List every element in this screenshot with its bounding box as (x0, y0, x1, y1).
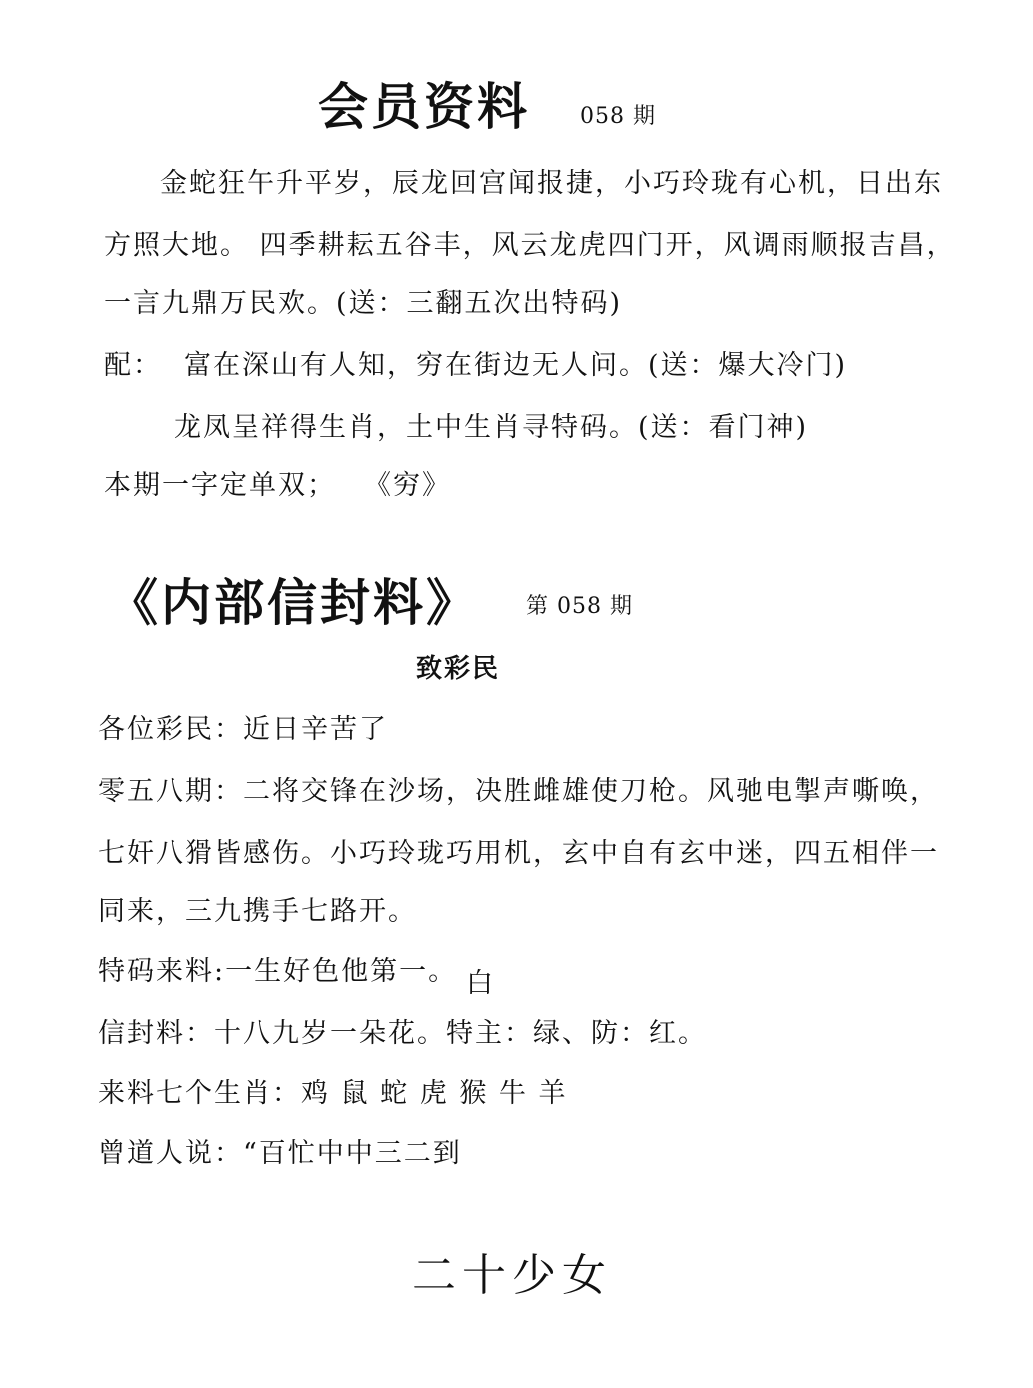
envelope-greeting: 各位彩民：近日辛苦了 (98, 714, 388, 745)
member-issue: 058 期 (580, 104, 656, 129)
envelope-issue: 第 058 期 (526, 594, 633, 619)
tema-extra: 白 (466, 968, 495, 999)
pair-label: 配： (104, 350, 162, 381)
envelope-poem-line-2: 七奸八猾皆感伤。小巧玲珑巧用机，玄中自有玄中迷，四五相伴一 (98, 838, 939, 869)
pair-line-2: 龙凤呈祥得生肖，土中生肖寻特码。(送：看门神) (174, 412, 809, 443)
member-poem-line-2: 方照大地。 四季耕耘五谷丰，风云龙虎四门开，风调雨顺报吉昌， (104, 230, 956, 261)
member-poem-line-1: 金蛇狂午升平岁，辰龙回宫闻报捷，小巧玲珑有心机，日出东 (160, 168, 943, 199)
envelope-poem-line-1: 零五八期：二将交锋在沙场，决胜雌雄使刀枪。风驰电掣声嘶唤， (98, 776, 939, 807)
footer-big-text: 二十少女 (412, 1250, 612, 1301)
envelope-title: 《内部信封料》 (108, 573, 479, 632)
member-title: 会员资料 (318, 77, 530, 136)
tema-line: 特码来料:一生好色他第一。 (98, 956, 458, 987)
letter-line: 信封料：十八九岁一朵花。特主：绿、防：红。 (98, 1018, 707, 1049)
single-double-label: 本期一字定单双； (104, 470, 336, 501)
pair-line-1: 富在深山有人知，穷在街边无人问。(送：爆大冷门) (184, 350, 848, 381)
single-double-value: 《穷》 (364, 470, 451, 501)
member-poem-line-3: 一言九鼎万民欢。(送：三翻五次出特码) (104, 288, 623, 319)
zodiac-line: 来料七个生肖：鸡 鼠 蛇 虎 猴 牛 羊 (98, 1078, 568, 1109)
envelope-subtitle: 致彩民 (416, 654, 501, 684)
envelope-poem-line-3: 同来，三九携手七路开。 (98, 896, 417, 927)
daoren-line: 曾道人说：“百忙中中三二到 (98, 1138, 462, 1169)
